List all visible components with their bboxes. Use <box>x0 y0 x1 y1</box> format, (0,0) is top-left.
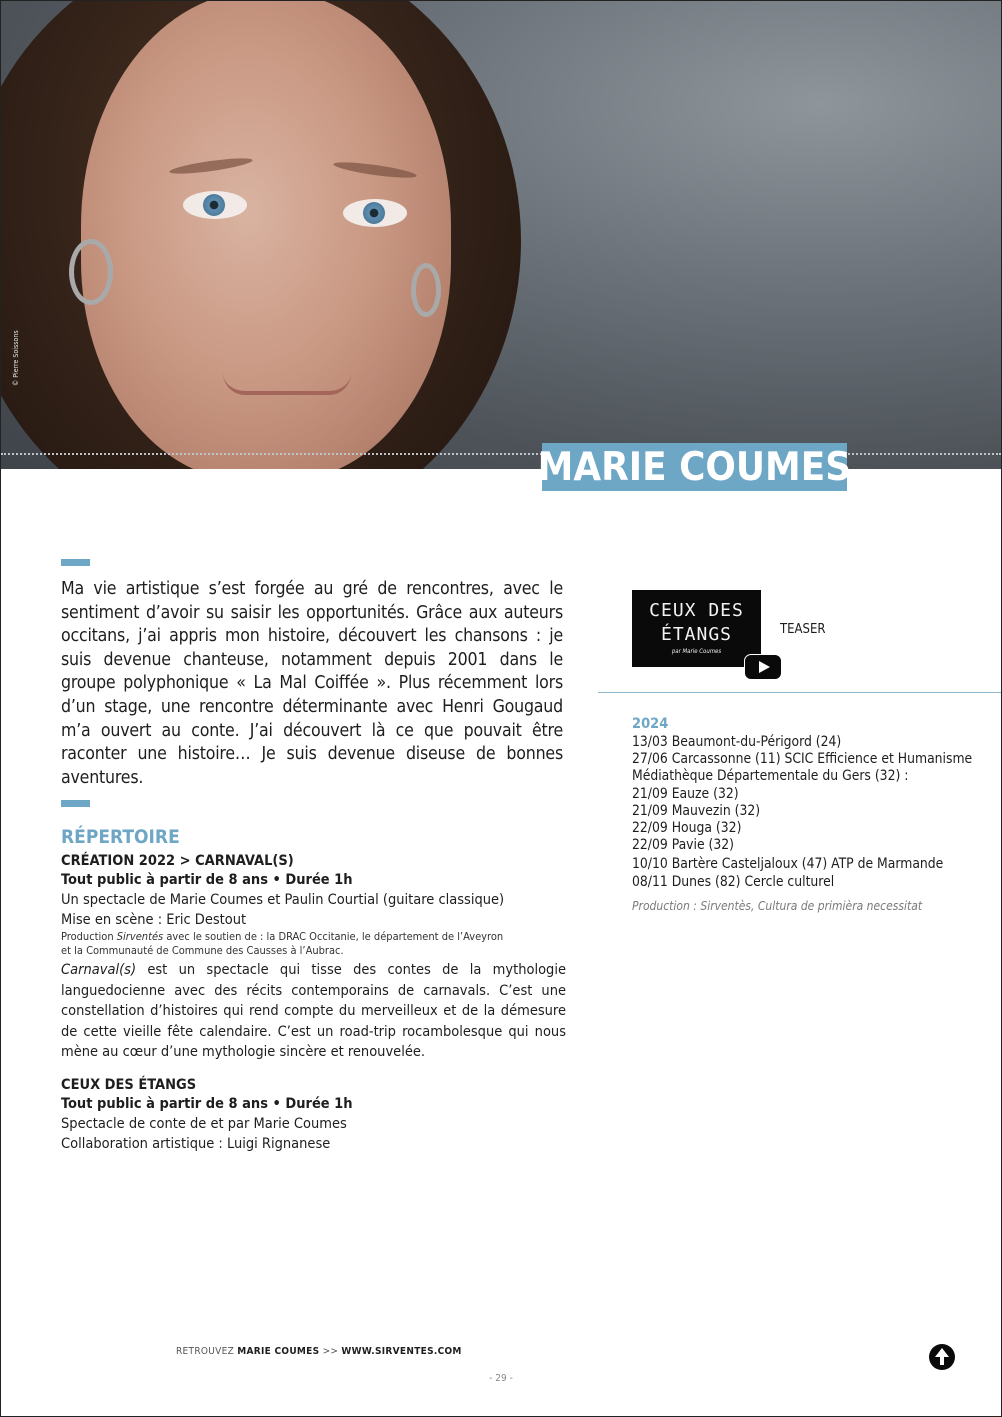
tour-date: 13/03 Beaumont-du-Périgord (24) <box>632 734 842 750</box>
arrow-up-icon[interactable] <box>929 1344 955 1370</box>
teaser-label[interactable]: TEASER <box>780 622 826 637</box>
show-description: Carnaval(s) est un spectacle qui tisse des contes de la mythologie languedocienne avec des récits contemporains de carnavals. C’est une constellation d’histoires qui rend compte du merveilleux et de la démesure de cette vieille fête calendaire. C’est un road-trip rocambolesque qui nous mène au cœur d’une mythologie sincère et renouvelée. <box>61 962 566 1060</box>
show-credits-line2: et la Communauté de Commune des Causses à l’Aubrac. <box>61 944 344 957</box>
portrait-face <box>81 1 451 469</box>
tour-date: 22/09 Pavie (32) <box>632 837 735 854</box>
show-ceux-des-etangs <box>61 1077 566 1154</box>
show-line: Un spectacle de Marie Coumes et Paulin Courtial (guitare classique) <box>61 892 505 908</box>
tour-dates-list <box>632 734 992 891</box>
show-credits: Production Sirventés avec le soutien de : la DRAC Occitanie, le département de l’Aveyron <box>61 930 504 943</box>
footer-link[interactable]: RETROUVEZ MARIE COUMES >> WWW.SIRVENTES.COM <box>176 1346 462 1357</box>
portrait-mouth <box>223 373 351 395</box>
accent-bar-intro <box>61 559 90 566</box>
portrait-eye-right <box>343 199 407 227</box>
tour-year: 2024 <box>632 716 669 732</box>
earring-right <box>411 263 441 317</box>
artist-name: MARIE COUMES <box>537 444 852 490</box>
accent-bar-repertoire <box>61 800 90 807</box>
artist-name-banner <box>537 443 852 491</box>
tour-date: 27/06 Carcassonne (11) SCIC Efficience et Humanisme <box>632 751 973 768</box>
page-number: - 29 - <box>489 1373 513 1384</box>
tour-date: 22/09 Houga (32) <box>632 820 742 837</box>
show-title: CRÉATION 2022 > CARNAVAL(S) <box>61 853 294 869</box>
show-audience: Tout public à partir de 8 ans • Durée 1h <box>61 872 353 888</box>
tour-date: Médiathèque Départementale du Gers (32) : <box>632 768 909 785</box>
right-column-rule <box>598 692 1002 693</box>
thumbnail-title-line1: CEUX DES <box>649 600 744 621</box>
thumbnail-title-line2: ÉTANGS <box>660 624 733 645</box>
show-direction: Mise en scène : Eric Destout <box>61 912 247 928</box>
thumbnail-byline: par Marie Coumes <box>671 648 722 655</box>
show-line: Spectacle de conte de et par Marie Coumes <box>61 1116 347 1132</box>
show-title: CEUX DES ÉTANGS <box>61 1077 197 1093</box>
tour-date: 21/09 Mauvezin (32) <box>632 802 761 819</box>
video-thumbnail[interactable] <box>632 590 761 667</box>
show-carnavals <box>61 853 566 1063</box>
show-collaboration: Collaboration artistique : Luigi Rignanese <box>61 1136 331 1152</box>
photo-credit: © Pierre Soissons <box>12 330 20 386</box>
hero-photo <box>1 1 1001 469</box>
tour-date: 21/09 Eauze (32) <box>632 785 739 802</box>
repertoire-heading: RÉPERTOIRE <box>61 826 180 848</box>
intro-text: Ma vie artistique s’est forgée au gré de rencontres, avec le sentiment d’avoir su saisir les opportunités. Grâce aux auteurs occitans, j’ai appris mon histoire, découvert les chansons : je suis devenue chanteuse, notamment depuis 2001 dans le groupe polyphonique « La Mal Coiffée ». Plus récemment lors d’un stage, une rencontre déterminante avec Henri Gougaud m’a ouvert au conte. J’ai découvert là ce que pouvait être raconter une histoire… Je suis devenue diseuse de bonnes aventures. <box>61 579 563 788</box>
play-icon[interactable] <box>744 654 782 680</box>
earring-left <box>69 239 113 305</box>
show-audience: Tout public à partir de 8 ans • Durée 1h <box>61 1096 353 1112</box>
portrait-eye-left <box>183 191 247 219</box>
production-credit: Production : Sirventès, Cultura de primièra necessitat <box>632 899 923 913</box>
tour-date: 10/10 Bartère Casteljaloux (47) ATP de Marmande <box>632 856 944 873</box>
tour-date: 08/11 Dunes (82) Cercle culturel <box>632 873 835 890</box>
